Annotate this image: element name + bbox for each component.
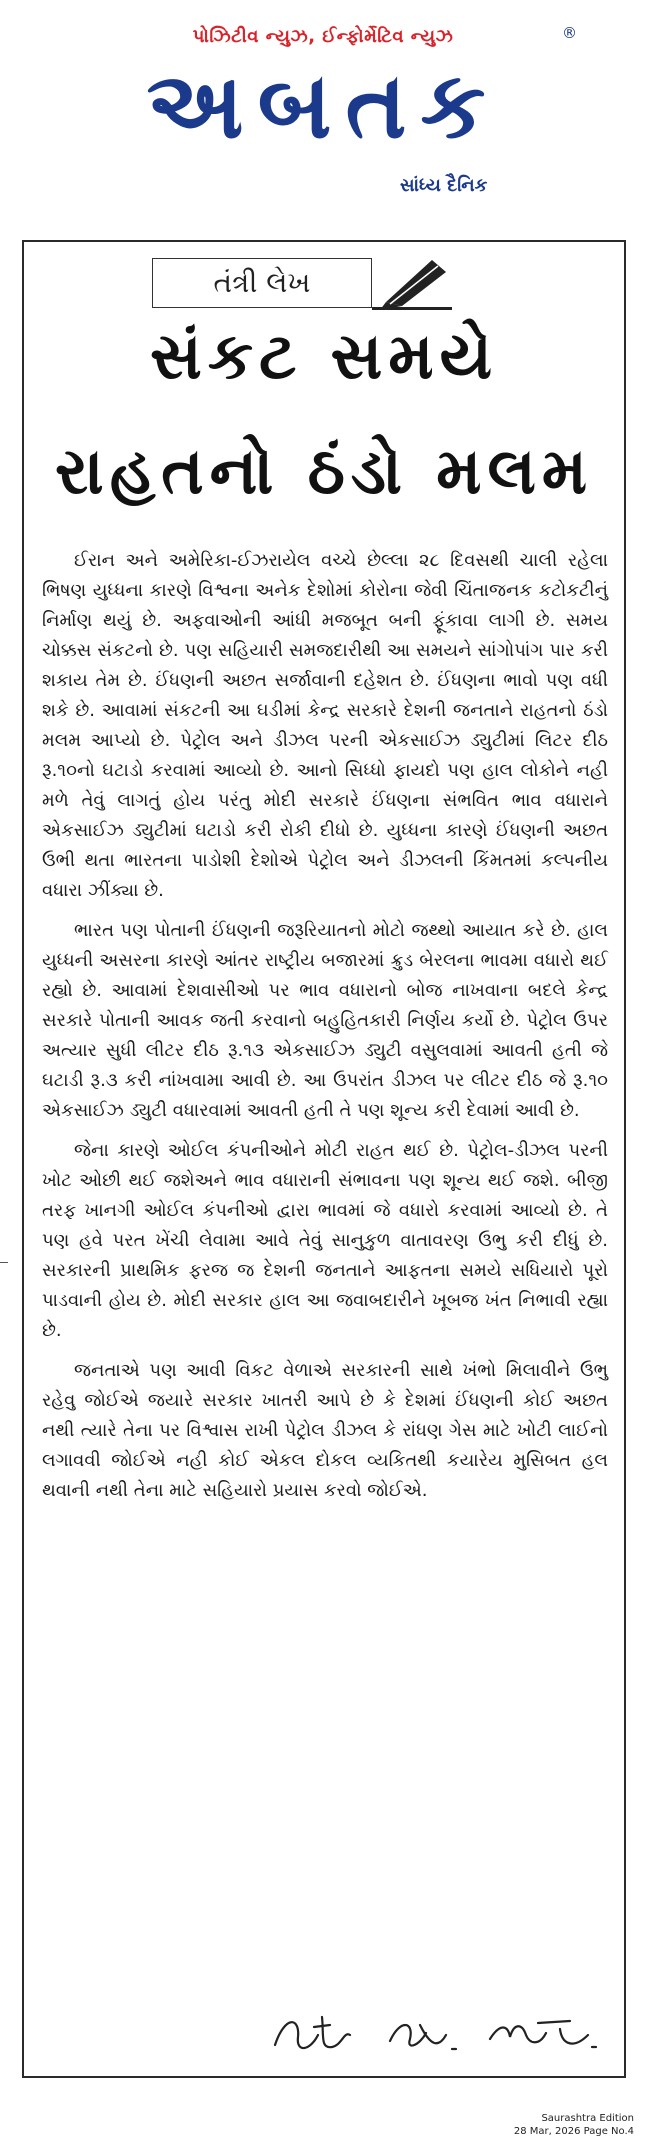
article-paragraph-4: જનતાએ પણ આવી વિકટ વેળાએ સરકારની સાથે ખંભો મિલાવીને ઉભુ રહેવુ જોઈએ જયારે સરકાર ખાતરી આપે છે કે દેશમાં ઈંધણની કોઈ અછત નથી ત્યારે તેના પર વિશ્વાસ રાખી પેટ્રોલ ડીઝલ કે રાંધણ ગેસ માટે ખોટી લાઈનો લગાવવી જોઈએ નહી કોઈ એકલ દોકલ વ્યકિતથી કયારેય મુસિબત હલ થવાની નથી તેના માટે સહિયારો પ્રયાસ કરવો જોઈએ. <box>42 1360 608 1501</box>
masthead <box>0 0 646 220</box>
masthead-tagline: પોઝિટીવ ન્યુઝ, ઈન્ફોર્મેટિવ ન્યુઝ <box>192 26 454 47</box>
headline-line-1: સંકટ સમયે <box>150 320 498 394</box>
edition-date-page: 28 Mar, 2026 Page No.4 <box>513 2126 634 2137</box>
crop-mark <box>0 1262 8 1263</box>
headline-line-2: રાહતનો ઠંડો મલમ <box>54 435 594 509</box>
registered-mark: ® <box>562 24 577 42</box>
article-paragraph-1: ઈરાન અને અમેરિકા-ઈઝરાયેલ વચ્ચે છેલ્લા ૨૮ દિવસથી ચાલી રહેલા ભિષણ યુધ્ધના કારણે વિશ્વના અનેક દેશોમાં કોરોના જેવી ચિંતાજનક કટોકટીનું નિર્માણ થયું છે. અફવાઓની આંધી મજબૂત બની ફૂંકાવા લાગી છે. સમય ચોક્કસ સંકટનો છે. પણ સહિયારી સમજદારીથી આ સમયને સાંગોપાંગ પાર કરી શકાય તેમ છે. ઈંધણની અછત સર્જાવાની દહેશત છે. ઈંધણના ભાવો પણ વધી શકે છે. આવામાં સંકટની આ ઘડીમાં કેન્દ્ર સરકારે દેશની જનતાને રાહતનો ઠંડો મલમ આપ્યો છે. પેટ્રોલ અને ડીઝલ પરની એકસાઈઝ ડ્યુટીમાં લિટર દીઠ રૂ.૧૦નો ઘટાડો કરવામાં આવ્યો છે. આનો સિધ્ધો ફાયદો પણ હાલ લોકોને નહી મળે તેવું લાગતું હોય પરંતુ મોદી સરકારે ઈંધણના સંભવિત ભાવ વધારાને એકસાઈઝ ડ્યુટીમાં ઘટાડો કરી રોકી દીધો છે. યુધ્ધના કારણે ઈંધણની અછત ઉભી થતા ભારતના પાડોશી દેશોએ પેટ્રોલ અને ડીઝલની કિંમતમાં કલ્પનીય વધારા ઝીંક્યા છે. <box>42 550 608 901</box>
section-label: તંત્રી લેખ <box>152 258 372 308</box>
article-paragraph-3: જેના કારણે ઓઈલ કંપનીઓને મોટી રાહત થઈ છે. પેટ્રોલ-ડીઝલ પરની ખોટ ઓછી થઈ જશેઅને ભાવ વધારાની સંભાવના પણ શૂન્ય થઈ જશે. બીજી તરફ ખાનગી ઓઈલ કંપનીઓ દ્વારા ભાવમાં જે વધારો કરવામાં આવ્યો છે. તે પણ હવે પરત ખેંચી લેવામા આવે તેવું સાનુકુળ વાતાવરણ ઉભુ કરી દીધું છે. સરકારની પ્રાથમિક ફરજ જ દેશની જનતાને આફતના સમયે સધિયારો પૂરો પાડવાની હોય છે. મોદી સરકાર હાલ આ જવાબદારીને ખૂબજ ખંત નિભાવી રહ્યા છે. <box>42 1140 608 1341</box>
article-paragraph-2: ભારત પણ પોતાની ઈંધણની જરૂરિયાતનો મોટો જથ્થો આયાત કરે છે. હાલ યુધ્ધની અસરના કારણે આંતર રાષ્ટ્રીય બજારમાં ક્રુડ બેરલના ભાવમા વધારો થઈ રહ્યો છે. આવામાં દેશવાસીઓ પર ભાવ વધારાનો બોજ નાખવાના બદલે કેન્દ્ર સરકારે પોતાની આવક જતી કરવાનો બહુહિતકારી નિર્ણય કર્યો છે. પેટ્રોલ ઉપર અત્યાર સુધી લીટર દીઠ રૂ.૧૩ એકસાઈઝ ડ્યુટી વસુલવામાં આવતી હતી જે ઘટાડી રૂ.૩ કરી નાંખવામા આવી છે. આ ઉપરાંત ડીઝલ પર લીટર દીઠ જે રૂ.૧૦ એકસાઈઝ ડ્યુટી વધારવામાં આવતી હતી તે પણ શૂન્ય કરી દેવામાં આવી છે. <box>42 920 608 1121</box>
editor-signature <box>270 2005 610 2065</box>
masthead-logo: અબતક <box>146 52 500 159</box>
masthead-subtitle: સાંધ્ય દૈનિક <box>400 175 488 196</box>
pen-nib-icon <box>372 254 452 310</box>
article-body <box>42 546 608 1516</box>
edition-name: Saurashtra Edition <box>541 2113 634 2124</box>
edition-info <box>514 2112 634 2138</box>
